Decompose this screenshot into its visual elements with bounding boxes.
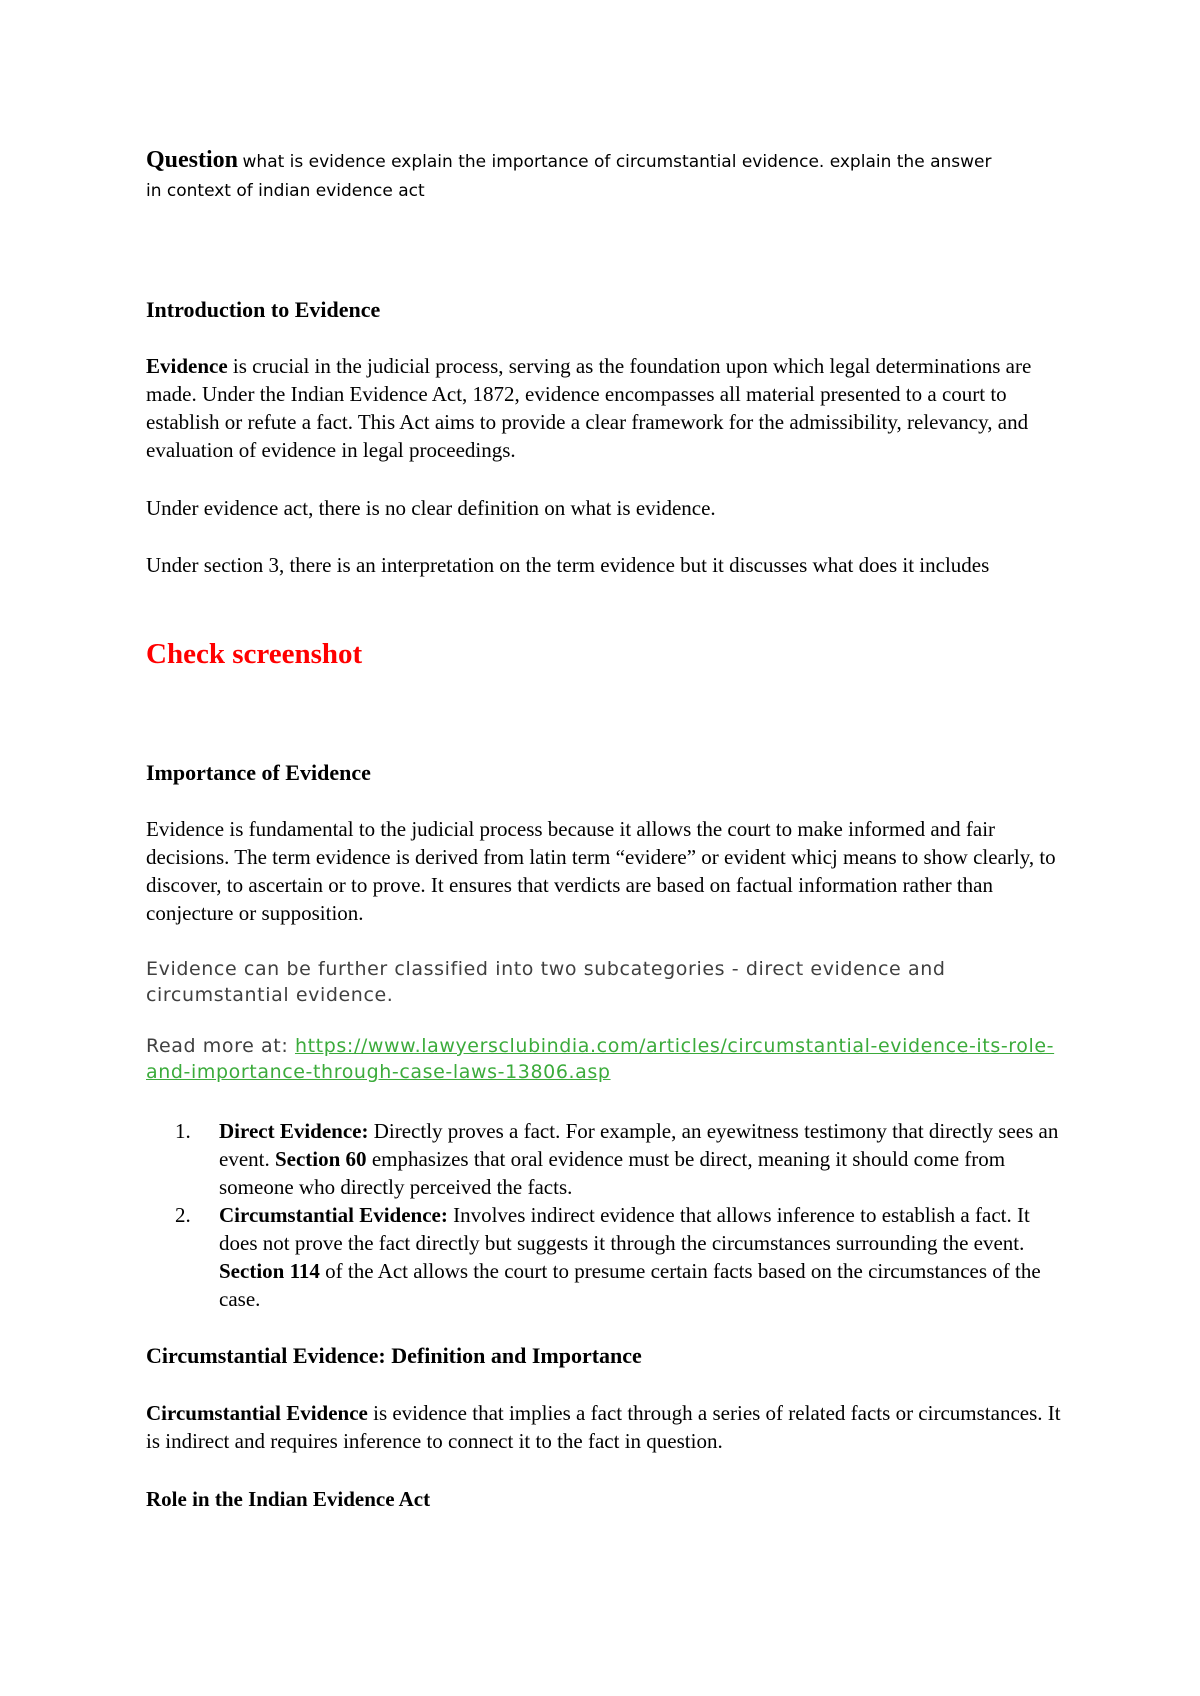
question-text-line2: in context of indian evidence act xyxy=(146,181,425,201)
intro-p1-text: is crucial in the judicial process, serving as the foundation upon which legal determinations are made. Under the Indian Evidence Act, 1872, evidence encompasses all material presented to a court to establish or refute a fact. This Act aims to provide a clear framework for the admissibility, relevancy, and evaluation of evidence in legal proceedings. xyxy=(146,354,1032,462)
read-more-label: Read more at: xyxy=(146,1035,295,1057)
list-item-text-continued: emphasizes that oral evidence must be direct, meaning it should come from someone who directly perceived the facts. xyxy=(219,1147,1006,1199)
list-item-term: Circumstantial Evidence: xyxy=(219,1203,448,1227)
importance-paragraph-1: Evidence is fundamental to the judicial process because it allows the court to make informed and fair decisions. The term evidence is derived from latin term “evidere” or evident whicj means to show clearly, to discover, to ascertain or to prove. It ensures that verdicts are based on factual information rather than conjecture or supposition. xyxy=(146,817,1056,925)
intro-heading: Introduction to Evidence xyxy=(146,297,381,322)
list-item-term: Direct Evidence: xyxy=(219,1119,369,1143)
list-item-number: 2. xyxy=(175,1203,191,1227)
circumstantial-paragraph xyxy=(146,1399,1066,1455)
list-item-text: Involves indirect evidence that allows inference to establish a fact. It does not prove the fact directly but suggests it through the circumstances surrounding the event. xyxy=(219,1203,1030,1255)
question-label: Question xyxy=(146,147,239,173)
intro-paragraph-1 xyxy=(146,352,1066,464)
read-more-paragraph xyxy=(146,1033,1066,1085)
intro-paragraph-2: Under evidence act, there is no clear definition on what is evidence. xyxy=(146,496,716,520)
circumstantial-heading: Circumstantial Evidence: Definition and Importance xyxy=(146,1343,642,1368)
evidence-types-list xyxy=(146,1117,1066,1313)
read-more-link[interactable]: https://www.lawyersclubindia.com/articles/circumstantial-evidence-its-role-and-importance-through-case-laws-13806.asp xyxy=(146,1035,1055,1083)
circumstantial-p1-bold: Circumstantial Evidence xyxy=(146,1401,368,1425)
role-heading: Role in the Indian Evidence Act xyxy=(146,1487,431,1511)
list-item xyxy=(146,1201,1066,1313)
importance-heading: Importance of Evidence xyxy=(146,760,371,785)
importance-paragraph-2: Evidence can be further classified into two subcategories - direct evidence and circumstantial evidence. xyxy=(146,958,946,1006)
list-item xyxy=(146,1117,1066,1201)
check-screenshot-heading: Check screenshot xyxy=(146,638,363,670)
list-item-text-continued: of the Act allows the court to presume certain facts based on the circumstances of the case. xyxy=(219,1259,1041,1311)
question-block xyxy=(146,146,1066,205)
intro-p1-bold: Evidence xyxy=(146,354,228,378)
list-item-section: Section 60 xyxy=(274,1147,367,1171)
list-item-section: Section 114 xyxy=(219,1259,320,1283)
circumstantial-p1-text: is evidence that implies a fact through a series of related facts or circumstances. It is indirect and requires inference to connect it to the fact in question. xyxy=(146,1401,1061,1453)
list-item-text: Directly proves a fact. For example, an eyewitness testimony that directly sees an event. xyxy=(219,1119,1059,1171)
question-text-line1: what is evidence explain the importance of circumstantial evidence. explain the answer xyxy=(242,152,992,172)
list-item-number: 1. xyxy=(175,1119,191,1143)
intro-paragraph-3: Under section 3, there is an interpretation on the term evidence but it discusses what does it includes xyxy=(146,553,990,577)
